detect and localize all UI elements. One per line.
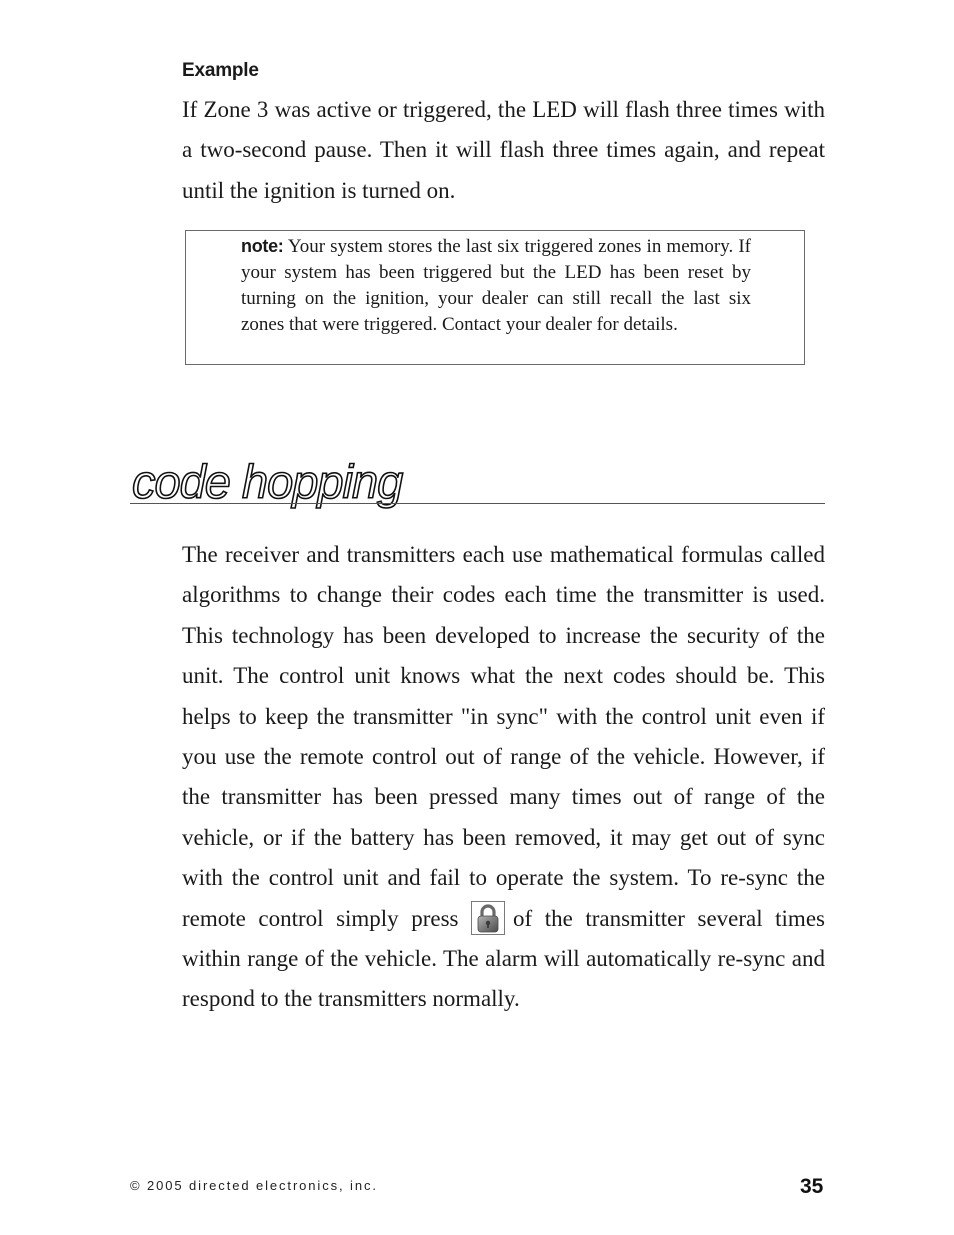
page-number: 35 xyxy=(800,1175,824,1198)
note-label: note: xyxy=(241,236,284,256)
note-paragraph xyxy=(241,233,751,338)
copyright-notice: © 2005 directed electronics, inc. xyxy=(130,1178,378,1193)
example-heading: Example xyxy=(182,60,259,81)
body-text-part-1: The receiver and transmitters each use mathematical formulas called algorithms to change their codes each time the transmitter is used. This technology has been developed to increase the security of the unit. The control unit knows what the next codes should be. This helps to keep the transmitter "in sync" with the control unit even if you use the remote control out of range of the vehicle. However, if the transmitter has been pressed many times out of range of the vehicle, or if the battery has been removed, it may get out of sync with the control unit and fail to operate the system. To re-sync the remote control simply press xyxy=(182,542,825,931)
section-divider xyxy=(130,503,825,504)
lock-icon xyxy=(471,901,505,935)
example-paragraph: If Zone 3 was active or triggered, the LED will flash three times with a two-second pause. Then it will flash three times again, and repeat until the ignition is turned on. xyxy=(182,97,825,203)
note-body: Your system stores the last six triggered zones in memory. If your system has been triggered but the LED has been reset by turning on the ignition, your dealer can still recall the last six zones that were triggered. Contact your dealer for details. xyxy=(241,236,751,335)
body-text-part-2: of the transmitter several times within range of the vehicle. The alarm will automatically re-sync and respond to the transmitters normally. xyxy=(182,905,825,1012)
code-hopping-paragraph xyxy=(182,535,825,1020)
lock-icon-graphic xyxy=(475,903,501,934)
section-title: code hopping xyxy=(132,455,403,508)
note-box xyxy=(185,230,805,365)
